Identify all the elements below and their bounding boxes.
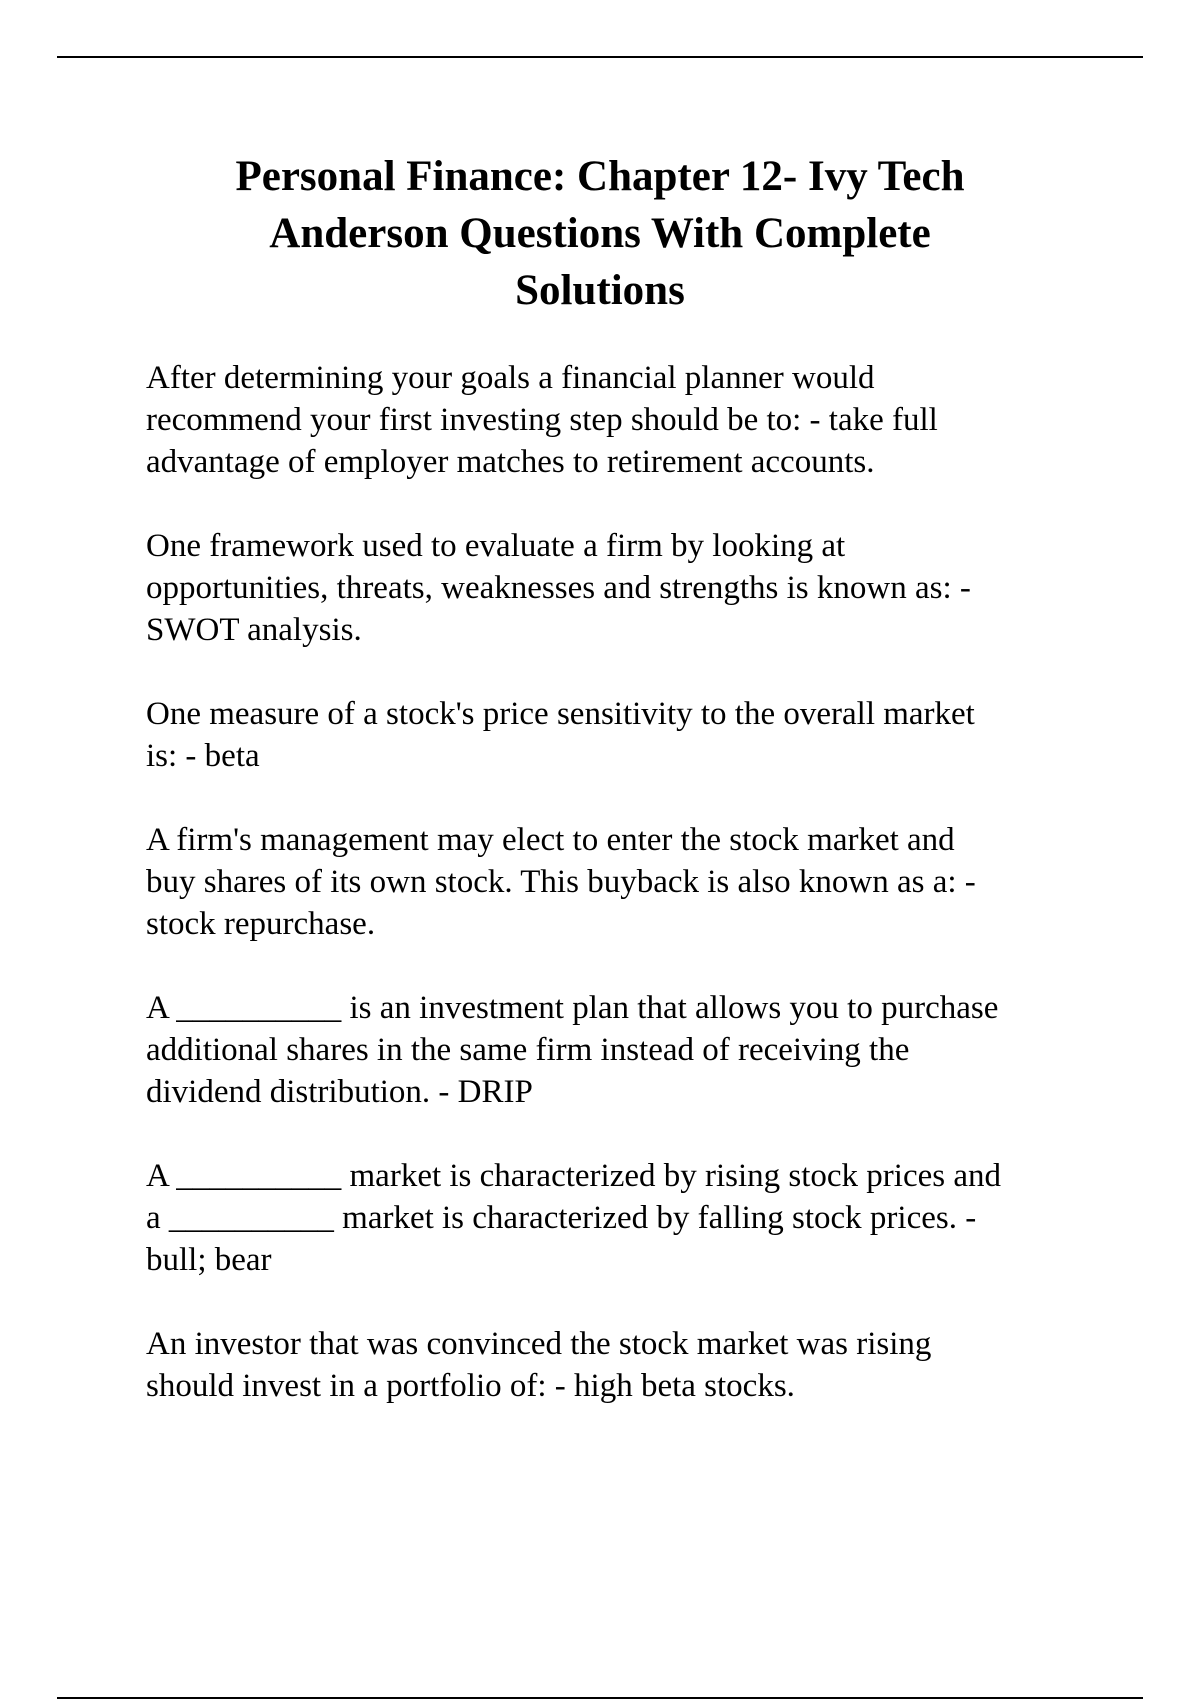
question-line: dividend distribution. - DRIP	[146, 1074, 533, 1110]
question-line: a __________ market is characterized by falling stock prices. -	[146, 1200, 977, 1236]
question-line: One framework used to evaluate a firm by looking at	[146, 528, 846, 564]
question-item	[146, 357, 1146, 483]
document-title	[100, 148, 1100, 319]
question-line: After determining your goals a financial planner would	[146, 360, 875, 396]
question-line: opportunities, threats, weaknesses and strengths is known as: -	[146, 570, 971, 606]
question-item	[146, 693, 1146, 777]
top-rule	[57, 56, 1143, 58]
question-line: bull; bear	[146, 1242, 272, 1278]
question-line: One measure of a stock's price sensitivity to the overall market	[146, 696, 975, 732]
question-item	[146, 1155, 1146, 1281]
question-item	[146, 525, 1146, 651]
question-line: recommend your first investing step should be to: - take full	[146, 402, 938, 438]
question-line: A __________ market is characterized by rising stock prices and	[146, 1158, 1002, 1194]
title-line: Solutions	[515, 267, 685, 314]
question-list	[146, 357, 1146, 1449]
question-item	[146, 987, 1146, 1113]
question-item	[146, 819, 1146, 945]
title-line: Anderson Questions With Complete	[269, 210, 931, 257]
question-line: buy shares of its own stock. This buyback is also known as a: -	[146, 864, 976, 900]
question-line: stock repurchase.	[146, 906, 376, 942]
question-line: advantage of employer matches to retirement accounts.	[146, 444, 875, 480]
question-line: is: - beta	[146, 738, 260, 774]
question-line: A __________ is an investment plan that allows you to purchase	[146, 990, 999, 1026]
question-line: An investor that was convinced the stock market was rising	[146, 1326, 932, 1362]
question-item	[146, 1323, 1146, 1407]
question-line: SWOT analysis.	[146, 612, 362, 648]
bottom-rule	[57, 1697, 1143, 1699]
question-line: additional shares in the same firm instead of receiving the	[146, 1032, 910, 1068]
title-line: Personal Finance: Chapter 12- Ivy Tech	[235, 153, 965, 200]
question-line: A firm's management may elect to enter the stock market and	[146, 822, 955, 858]
question-line: should invest in a portfolio of: - high beta stocks.	[146, 1368, 795, 1404]
